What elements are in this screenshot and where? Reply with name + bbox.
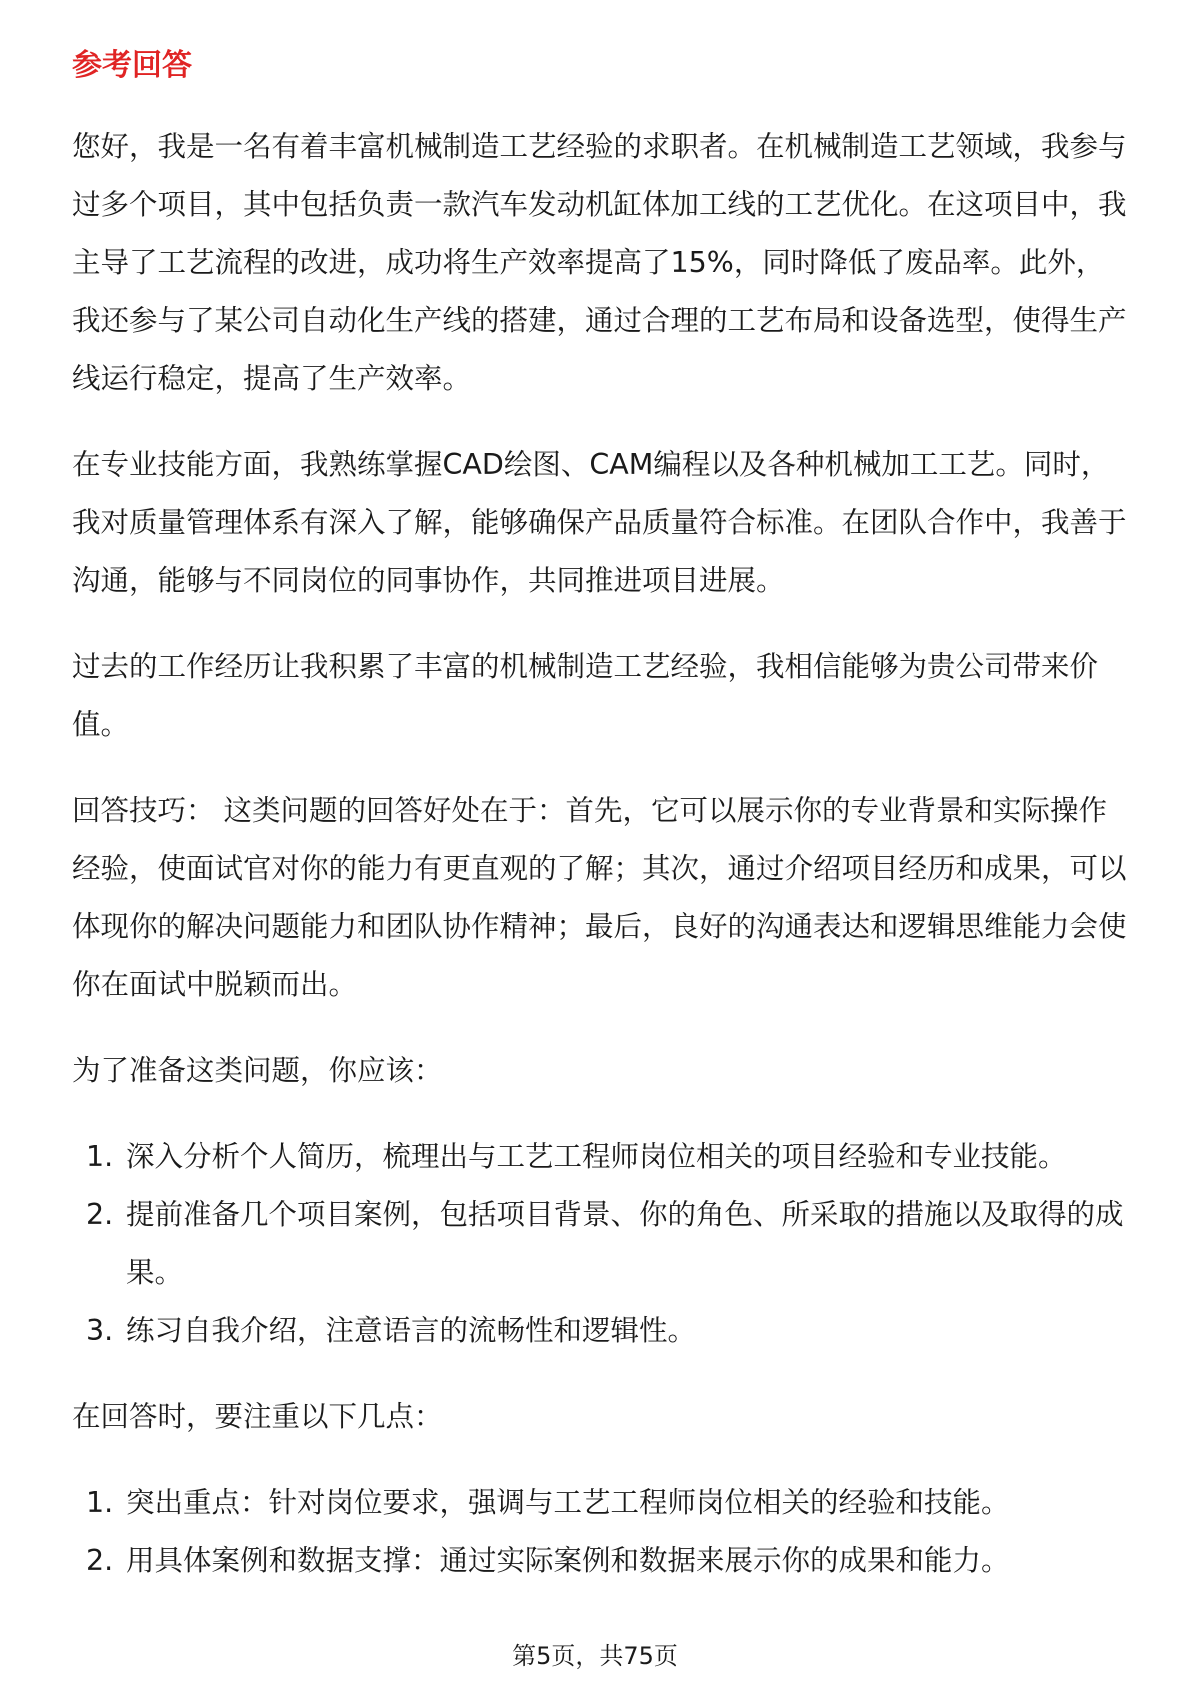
prepare-intro: 为了准备这类问题，你应该： [72,1054,443,1087]
list-item [72,1532,1132,1590]
list-item-text: 用具体案例和数据支撑：通过实际案例和数据来展示你的成果和能力。 [126,1544,1010,1577]
list-item-number: 2. [86,1544,114,1577]
list-item-text: 深入分析个人简历，梳理出与工艺工程师岗位相关的项目经验和专业技能。 [126,1140,1067,1173]
list-item-text: 练习自我介绍，注意语言的流畅性和逻辑性。 [126,1314,697,1347]
page-footer: 第5页，共75页 [512,1642,678,1670]
list-item [72,1474,1132,1532]
prepare-list [72,1128,1132,1360]
list-item-text: 突出重点：针对岗位要求，强调与工艺工程师岗位相关的经验和技能。 [126,1486,1010,1519]
answering-list [72,1474,1132,1590]
tips-paragraph: 回答技巧： 这类问题的回答好处在于：首先，它可以展示你的专业背景和实际操作经验，使面试官对你的能力有更直观的了解；其次，通过介绍项目经历和成果，可以体现你的解决问题能力和团队协作精神；最后，良好的沟通表达和逻辑思维能力会使你在面试中脱颖而出。 [72,794,1127,1001]
list-item [72,1128,1132,1186]
list-item-number: 2. [86,1198,114,1231]
list-item-number: 1. [86,1140,114,1173]
answer-paragraph-2: 在专业技能方面，我熟练掌握CAD绘图、CAM编程以及各种机械加工工艺。同时，我对质量管理体系有深入了解，能够确保产品质量符合标准。在团队合作中，我善于沟通，能够与不同岗位的同事协作，共同推进项目进展。 [72,448,1127,597]
list-item-number: 3. [86,1314,114,1347]
answer-paragraph-1: 您好，我是一名有着丰富机械制造工艺经验的求职者。在机械制造工艺领域，我参与过多个项目，其中包括负责一款汽车发动机缸体加工线的工艺优化。在这项目中，我主导了工艺流程的改进，成功将生产效率提高了15%，同时降低了废品率。此外，我还参与了某公司自动化生产线的搭建，通过合理的工艺布局和设备选型，使得生产线运行稳定，提高了生产效率。 [72,130,1127,395]
list-item [72,1302,1132,1360]
document-page [72,44,1132,1618]
answer-paragraph-3: 过去的工作经历让我积累了丰富的机械制造工艺经验，我相信能够为贵公司带来价值。 [72,650,1099,741]
list-item-number: 1. [86,1486,114,1519]
list-item-text: 提前准备几个项目案例，包括项目背景、你的角色、所采取的措施以及取得的成果。 [126,1198,1124,1289]
answering-intro: 在回答时，要注重以下几点： [72,1400,443,1433]
list-item [72,1186,1132,1302]
section-heading: 参考回答 [72,48,192,83]
